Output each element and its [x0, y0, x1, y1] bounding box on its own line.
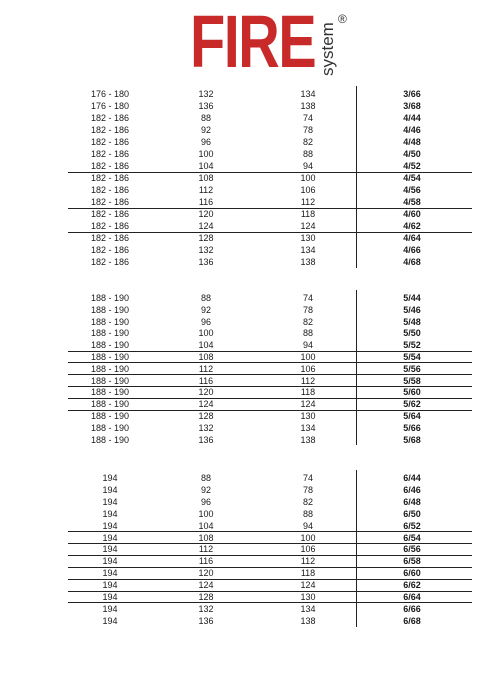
height-cell: 194: [102, 580, 118, 591]
height-cell: 194: [102, 473, 118, 483]
chest-cell: 96: [200, 137, 211, 147]
table-row: [0, 196, 502, 208]
chest-cell: 128: [198, 233, 214, 243]
height-cell: 182 - 186: [90, 137, 130, 147]
height-cell: 188 - 190: [90, 328, 130, 339]
waist-cell: 82: [302, 316, 313, 327]
chest-cell: 132: [198, 245, 214, 255]
row-divider: [68, 602, 472, 603]
waist-cell: 78: [302, 304, 313, 315]
row-divider: [68, 531, 472, 532]
size-cell: 5/60: [403, 387, 421, 398]
waist-cell: 100: [300, 352, 316, 362]
row-divider: [68, 386, 472, 387]
size-cell: 6/58: [403, 556, 421, 567]
waist-cell: 112: [300, 197, 316, 207]
chest-cell: 132: [198, 89, 214, 99]
chest-cell: 124: [198, 221, 214, 231]
table-row: [0, 232, 502, 244]
column-divider: [356, 470, 357, 627]
height-cell: 188 - 190: [90, 387, 130, 398]
size-cell: 6/48: [403, 496, 421, 507]
table-row: [0, 124, 502, 136]
size-cell: 3/68: [403, 101, 421, 111]
waist-cell: 124: [300, 399, 316, 410]
table-row: [0, 603, 502, 615]
waist-cell: 88: [302, 508, 313, 519]
size-cell: 4/64: [403, 233, 421, 243]
waist-cell: 74: [302, 293, 313, 303]
size-cell: 6/50: [403, 508, 421, 519]
waist-cell: 130: [300, 233, 316, 243]
height-cell: 194: [102, 603, 118, 614]
height-cell: 194: [102, 508, 118, 519]
size-cell: 4/56: [403, 185, 421, 195]
chest-cell: 104: [198, 520, 214, 531]
height-cell: 188 - 190: [90, 422, 130, 433]
chest-cell: 100: [198, 149, 214, 159]
size-cell: 4/62: [403, 221, 421, 231]
size-cell: 5/48: [403, 316, 421, 327]
height-cell: 182 - 186: [90, 173, 130, 183]
size-cell: 4/52: [403, 161, 421, 171]
chest-cell: 120: [198, 387, 214, 398]
size-cell: 4/68: [403, 257, 421, 267]
size-cell: 4/66: [403, 245, 421, 255]
chest-cell: 112: [198, 363, 214, 374]
height-cell: 182 - 186: [90, 149, 130, 159]
height-cell: 188 - 190: [90, 434, 130, 445]
height-cell: 182 - 186: [90, 161, 130, 171]
chest-cell: 124: [198, 399, 214, 410]
fire-system-logo: [190, 0, 370, 83]
waist-cell: 138: [300, 257, 316, 267]
height-cell: 194: [102, 532, 118, 543]
table-row: [0, 304, 502, 316]
waist-cell: 130: [300, 592, 316, 602]
chest-cell: 136: [198, 257, 214, 267]
waist-cell: 138: [300, 101, 316, 111]
waist-cell: 134: [300, 422, 316, 433]
waist-cell: 106: [300, 363, 316, 374]
height-cell: 182 - 186: [90, 197, 130, 207]
chest-cell: 116: [198, 197, 214, 207]
chest-cell: 100: [198, 508, 214, 519]
column-divider: [356, 290, 357, 445]
table-row: [0, 472, 502, 484]
row-divider: [68, 398, 472, 399]
chest-cell: 108: [198, 352, 214, 362]
table-row: [0, 244, 502, 256]
waist-cell: 82: [302, 137, 313, 147]
height-cell: 188 - 190: [90, 293, 130, 303]
chest-cell: 112: [198, 544, 214, 555]
chest-cell: 108: [198, 532, 214, 543]
waist-cell: 138: [300, 615, 316, 626]
chest-cell: 136: [198, 101, 214, 111]
size-cell: 6/44: [403, 473, 421, 483]
chest-cell: 108: [198, 173, 214, 183]
waist-cell: 74: [302, 113, 313, 123]
row-divider: [68, 410, 472, 411]
height-cell: 194: [102, 496, 118, 507]
row-divider: [68, 555, 472, 556]
table-row: [0, 496, 502, 508]
waist-cell: 124: [300, 580, 316, 591]
table-row: [0, 434, 502, 446]
size-cell: 4/48: [403, 137, 421, 147]
waist-cell: 130: [300, 411, 316, 421]
height-cell: 176 - 180: [90, 101, 130, 111]
height-cell: 194: [102, 556, 118, 567]
chest-cell: 136: [198, 434, 214, 445]
size-cell: 6/54: [403, 532, 421, 543]
waist-cell: 78: [302, 125, 313, 135]
waist-cell: 124: [300, 221, 316, 231]
table-row: [0, 351, 502, 363]
row-divider: [68, 172, 472, 173]
table-row: [0, 112, 502, 124]
waist-cell: 118: [300, 387, 316, 398]
height-cell: 194: [102, 520, 118, 531]
waist-cell: 82: [302, 496, 313, 507]
waist-cell: 100: [300, 173, 316, 183]
table-row: [0, 136, 502, 148]
size-cell: 5/58: [403, 375, 421, 386]
size-cell: 6/56: [403, 544, 421, 555]
height-cell: 188 - 190: [90, 340, 130, 351]
size-cell: 4/58: [403, 197, 421, 207]
height-cell: 188 - 190: [90, 352, 130, 362]
size-cell: 5/44: [403, 293, 421, 303]
height-cell: 194: [102, 484, 118, 495]
table-row: [0, 327, 502, 339]
waist-cell: 94: [302, 161, 313, 171]
table-row: [0, 567, 502, 579]
table-row: [0, 615, 502, 627]
chest-cell: 116: [198, 375, 214, 386]
row-divider: [68, 232, 472, 233]
size-cell: 6/68: [403, 615, 421, 626]
waist-cell: 134: [300, 89, 316, 99]
size-cell: 6/46: [403, 484, 421, 495]
size-cell: 6/64: [403, 592, 421, 602]
waist-cell: 106: [300, 185, 316, 195]
size-cell: 5/54: [403, 352, 421, 362]
height-cell: 182 - 186: [90, 221, 130, 231]
height-cell: 182 - 186: [90, 245, 130, 255]
table-row: [0, 520, 502, 532]
height-cell: 182 - 186: [90, 113, 130, 123]
size-cell: 6/52: [403, 520, 421, 531]
table-row: [0, 316, 502, 328]
table-row: [0, 543, 502, 555]
row-divider: [68, 374, 472, 375]
height-cell: 188 - 190: [90, 304, 130, 315]
table-row: [0, 88, 502, 100]
waist-cell: 112: [300, 375, 316, 386]
chest-cell: 120: [198, 568, 214, 579]
table-row: [0, 532, 502, 544]
table-row: [0, 184, 502, 196]
size-cell: 5/62: [403, 399, 421, 410]
height-cell: 188 - 190: [90, 399, 130, 410]
size-cell: 5/52: [403, 340, 421, 351]
waist-cell: 94: [302, 340, 313, 351]
height-cell: 188 - 190: [90, 363, 130, 374]
size-cell: 5/46: [403, 304, 421, 315]
table-row: [0, 339, 502, 351]
chest-cell: 132: [198, 422, 214, 433]
row-divider: [68, 591, 472, 592]
table-row: [0, 172, 502, 184]
table-row: [0, 555, 502, 567]
table-row: [0, 410, 502, 422]
table-row: [0, 508, 502, 520]
row-divider: [68, 351, 472, 352]
height-cell: 194: [102, 544, 118, 555]
row-divider: [68, 543, 472, 544]
chest-cell: 88: [200, 293, 211, 303]
chest-cell: 96: [200, 496, 211, 507]
height-cell: 194: [102, 568, 118, 579]
chest-cell: 132: [198, 603, 214, 614]
table-row: [0, 160, 502, 172]
waist-cell: 74: [302, 473, 313, 483]
chest-cell: 116: [198, 556, 214, 567]
size-cell: 5/64: [403, 411, 421, 421]
table-row: [0, 375, 502, 387]
chest-cell: 88: [200, 473, 211, 483]
table-row: [0, 579, 502, 591]
size-cell: 6/62: [403, 580, 421, 591]
chest-cell: 124: [198, 580, 214, 591]
chest-cell: 92: [200, 125, 211, 135]
height-cell: 176 - 180: [90, 89, 130, 99]
height-cell: 182 - 186: [90, 209, 130, 219]
size-cell: 5/66: [403, 422, 421, 433]
waist-cell: 100: [300, 532, 316, 543]
waist-cell: 134: [300, 603, 316, 614]
size-cell: 4/50: [403, 149, 421, 159]
waist-cell: 134: [300, 245, 316, 255]
chest-cell: 128: [198, 411, 214, 421]
table-row: [0, 148, 502, 160]
table-row: [0, 208, 502, 220]
chest-cell: 100: [198, 328, 214, 339]
size-cell: 6/60: [403, 568, 421, 579]
height-cell: 188 - 190: [90, 411, 130, 421]
chest-cell: 112: [198, 185, 214, 195]
chest-cell: 92: [200, 484, 211, 495]
table-row: [0, 386, 502, 398]
chest-cell: 104: [198, 340, 214, 351]
chest-cell: 92: [200, 304, 211, 315]
height-cell: 194: [102, 592, 118, 602]
table-row: [0, 422, 502, 434]
table-row: [0, 256, 502, 268]
waist-cell: 94: [302, 520, 313, 531]
height-cell: 182 - 186: [90, 185, 130, 195]
size-cell: 5/56: [403, 363, 421, 374]
height-cell: 182 - 186: [90, 257, 130, 267]
size-cell: 4/54: [403, 173, 421, 183]
height-cell: 182 - 186: [90, 233, 130, 243]
height-cell: 182 - 186: [90, 125, 130, 135]
waist-cell: 118: [300, 568, 316, 579]
table-row: [0, 100, 502, 112]
chest-cell: 96: [200, 316, 211, 327]
row-divider: [68, 579, 472, 580]
height-cell: 188 - 190: [90, 375, 130, 386]
row-divider: [68, 567, 472, 568]
table-row: [0, 220, 502, 232]
size-cell: 5/50: [403, 328, 421, 339]
logo-word: FIRE: [190, 0, 316, 83]
table-row: [0, 591, 502, 603]
waist-cell: 106: [300, 544, 316, 555]
size-cell: 3/66: [403, 89, 421, 99]
chest-cell: 136: [198, 615, 214, 626]
row-divider: [68, 362, 472, 363]
column-divider: [356, 86, 357, 268]
row-divider: [68, 208, 472, 209]
table-row: [0, 398, 502, 410]
size-cell: 5/68: [403, 434, 421, 445]
waist-cell: 88: [302, 149, 313, 159]
size-cell: 6/66: [403, 603, 421, 614]
waist-cell: 112: [300, 556, 316, 567]
registered-mark: ®: [338, 12, 347, 26]
chest-cell: 128: [198, 592, 214, 602]
chest-cell: 120: [198, 209, 214, 219]
waist-cell: 88: [302, 328, 313, 339]
size-cell: 4/46: [403, 125, 421, 135]
size-cell: 4/60: [403, 209, 421, 219]
waist-cell: 78: [302, 484, 313, 495]
height-cell: 188 - 190: [90, 316, 130, 327]
height-cell: 194: [102, 615, 118, 626]
logo-subtitle: system: [318, 22, 337, 76]
table-row: [0, 363, 502, 375]
size-cell: 4/44: [403, 113, 421, 123]
waist-cell: 138: [300, 434, 316, 445]
chest-cell: 88: [200, 113, 211, 123]
waist-cell: 118: [300, 209, 316, 219]
chest-cell: 104: [198, 161, 214, 171]
table-row: [0, 484, 502, 496]
table-row: [0, 292, 502, 304]
